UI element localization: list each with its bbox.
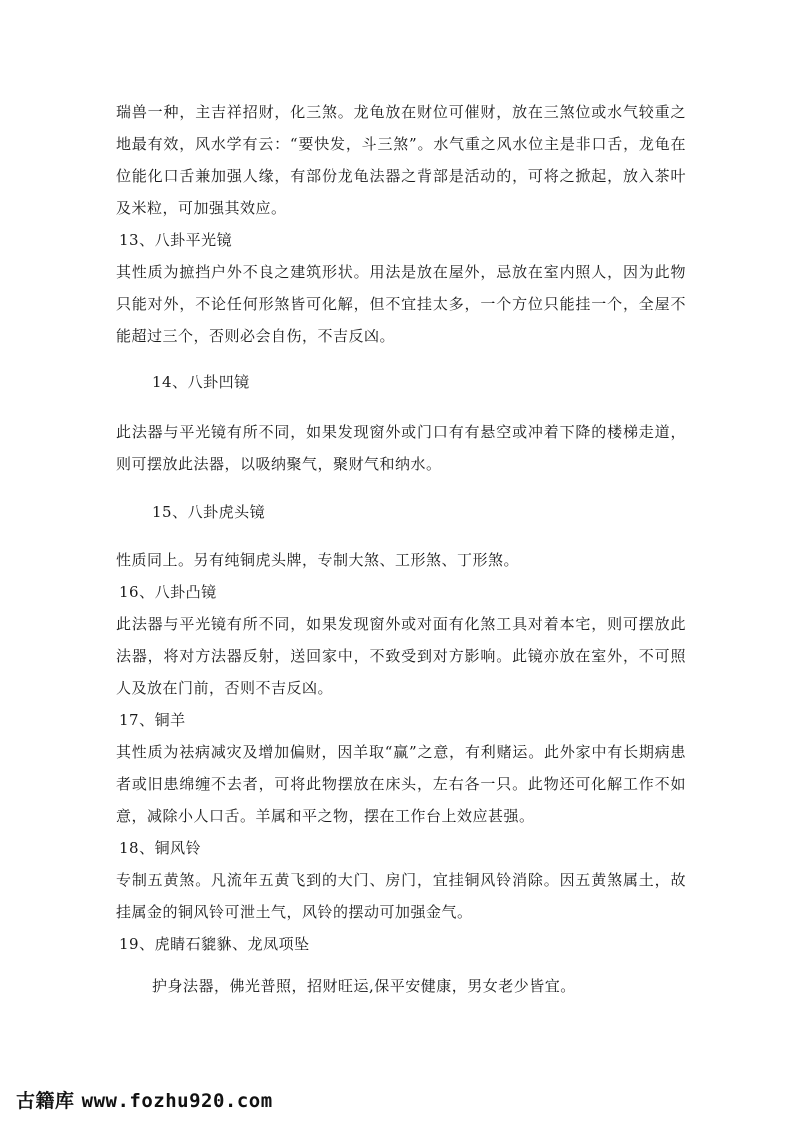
paragraph-17: 其性质为祛病减灾及增加偏财，因羊取“赢”之意，有利赌运。此外家中有长期病患者或旧患绵缠不去者，可将此物摆放在床头，左右各一只。此物还可化解工作不如意，减除小人口舌。羊属和平之物，摆在工作台上效应甚强。 — [116, 743, 686, 825]
heading-14: 14、八卦凹镜 — [152, 373, 250, 391]
footer-url[interactable]: www.fozhu920.com — [81, 1090, 273, 1112]
heading-16: 16、八卦凸镜 — [119, 583, 217, 601]
paragraph-dragon-turtle: 瑞兽一种，主吉祥招财，化三煞。龙龟放在财位可催财，放在三煞位或水气较重之地最有效，风水学有云：“要快发，斗三煞”。水气重之风水位主是非口舌，龙龟在位能化口舌兼加强人缘，有部份龙龟法器之背部是活动的，可将之掀起，放入茶叶及米粒，可加强其效应。 — [116, 103, 686, 217]
heading-19: 19、虎睛石貔貅、龙凤项坠 — [119, 935, 310, 953]
paragraph-19: 护身法器，佛光普照，招财旺运,保平安健康，男女老少皆宜。 — [152, 977, 576, 995]
heading-15: 15、八卦虎头镜 — [152, 503, 266, 521]
paragraph-16: 此法器与平光镜有所不同，如果发现窗外或对面有化煞工具对着本宅，则可摆放此法器，将对方法器反射，送回家中，不致受到对方影响。此镜亦放在室外，不可照人及放在门前，否则不吉反凶。 — [116, 615, 686, 697]
heading-13: 13、八卦平光镜 — [119, 231, 233, 249]
heading-17: 17、铜羊 — [119, 711, 186, 729]
heading-18: 18、铜风铃 — [119, 839, 202, 857]
paragraph-14: 此法器与平光镜有所不同，如果发现窗外或门口有有悬空或冲着下降的楼梯走道，则可摆放此法器，以吸纳聚气，聚财气和纳水。 — [116, 423, 686, 473]
paragraph-15: 性质同上。另有纯铜虎头牌，专制大煞、工形煞、丁形煞。 — [116, 551, 520, 569]
footer-site-name: 古籍库 — [16, 1090, 75, 1112]
footer-watermark — [16, 1086, 273, 1113]
paragraph-18: 专制五黄煞。凡流年五黄飞到的大门、房门，宜挂铜风铃消除。因五黄煞属土，故挂属金的铜风铃可泄土气，风铃的摆动可加强金气。 — [116, 871, 686, 921]
paragraph-13: 其性质为摭挡户外不良之建筑形状。用法是放在屋外，忌放在室内照人，因为此物只能对外，不论任何形煞皆可化解，但不宜挂太多，一个方位只能挂一个，全屋不能超过三个，否则必会自伤，不吉反凶。 — [116, 263, 686, 345]
